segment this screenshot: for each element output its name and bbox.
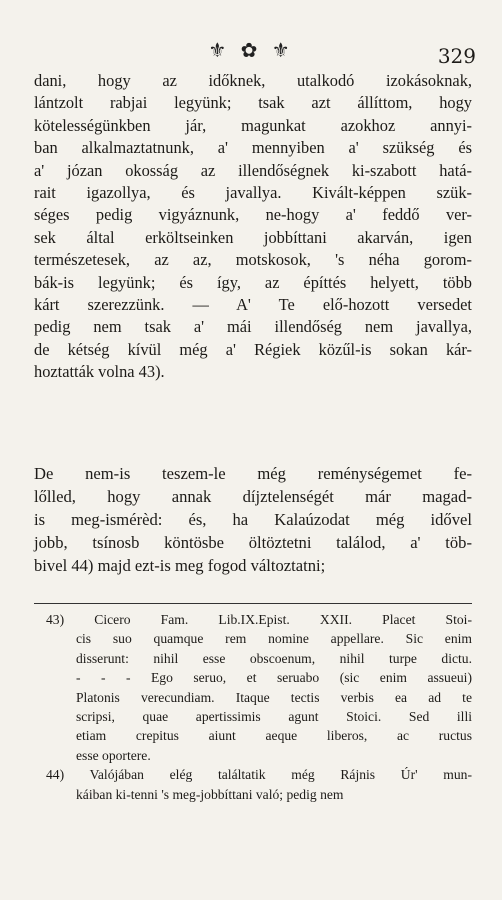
text-line: De nem-is teszem-le még reménységemet fe- (34, 464, 472, 483)
text-line: rait igazollya, és javallya. Kivált-képpen szük- (34, 183, 472, 203)
footnote-line: káiban ki-tenni 's meg-jobbíttani való; pedig nem (76, 786, 344, 802)
footnote-line: esse oportere. (76, 747, 151, 763)
footnote-line: 44) Valójában elég találtatik még Rájnis Úr' mun- (46, 767, 472, 783)
text-line: lántzolt rabjai legyünk; tsak azt állíttom, hogy (34, 93, 472, 113)
page-number: 329 (437, 44, 476, 68)
text-line: hoztatták volna 43). (34, 362, 165, 382)
footnote-divider (34, 603, 472, 604)
text-line: kötelességünkben jár, magunkat azokhoz annyi- (34, 115, 472, 135)
footnote-line: cis suo quamque rem nomine appellare. Sic enim (76, 631, 472, 647)
text-line: ban alkalmaztatnunk, a' mennyiben a' szükség és (34, 138, 472, 158)
text-line: jobb, tsínosb köntösbe öltöztetni találod, a' töb- (34, 533, 472, 552)
footnote-line: 43) Cicero Fam. Lib.IX.Epist. XXII. Placet Stoi- (46, 612, 472, 627)
text-line: dani, hogy az időknek, utalkodó izokásoknak, (34, 71, 472, 90)
footnote-line: etiam crepitus aiunt aeque liberos, ac ructus (76, 728, 472, 744)
paragraph-2 (34, 462, 472, 577)
text-line: lőlled, hogy annak díjztelenségét már magad- (34, 487, 472, 506)
text-line: bák-is legyünk; és így, az építtés helyett, több (34, 272, 472, 292)
text-line: sek által erköltseinken jobbíttani akarván, igen (34, 227, 472, 247)
text-line: de kétség kívül még a' Régiek közűl-is sokan kár- (34, 339, 472, 359)
text-line: pedig nem tsak a' mái illendőség nem javallya, (34, 317, 472, 337)
text-line: séges pedig vigyáznunk, ne-hogy a' feddő ver- (34, 205, 472, 225)
footnote-line: disserunt: nihil esse obscoenum, nihil turpe dictu. (76, 650, 472, 666)
footnote-line: Platonis verecundiam. Itaque tectis verbis ea ad te (76, 689, 472, 705)
text-line: bivel 44) majd ezt-is meg fogod változtatni; (34, 556, 326, 575)
text-line: kárt szerezzünk. — A' Te elő-hozott versedet (34, 295, 472, 315)
text-line: természetesek, az az, motskosok, 's néha gorom- (34, 250, 472, 270)
text-line: a' józan okosság az illendőségnek ki-szabott hatá- (34, 160, 472, 180)
footnote-line: - - - Ego seruo, et seruabo (sic enim assueui) (76, 670, 472, 686)
footnote-line: scripsi, quae apertissimis agunt Stoici. Sed illi (76, 709, 472, 725)
paragraph-1 (34, 70, 472, 384)
header-ornament: ⚜ ✿ ⚜ (208, 38, 294, 62)
footnotes (46, 610, 472, 804)
text-line: is meg-ismérèd: és, ha Kalaúzodat még idővel (34, 510, 472, 529)
